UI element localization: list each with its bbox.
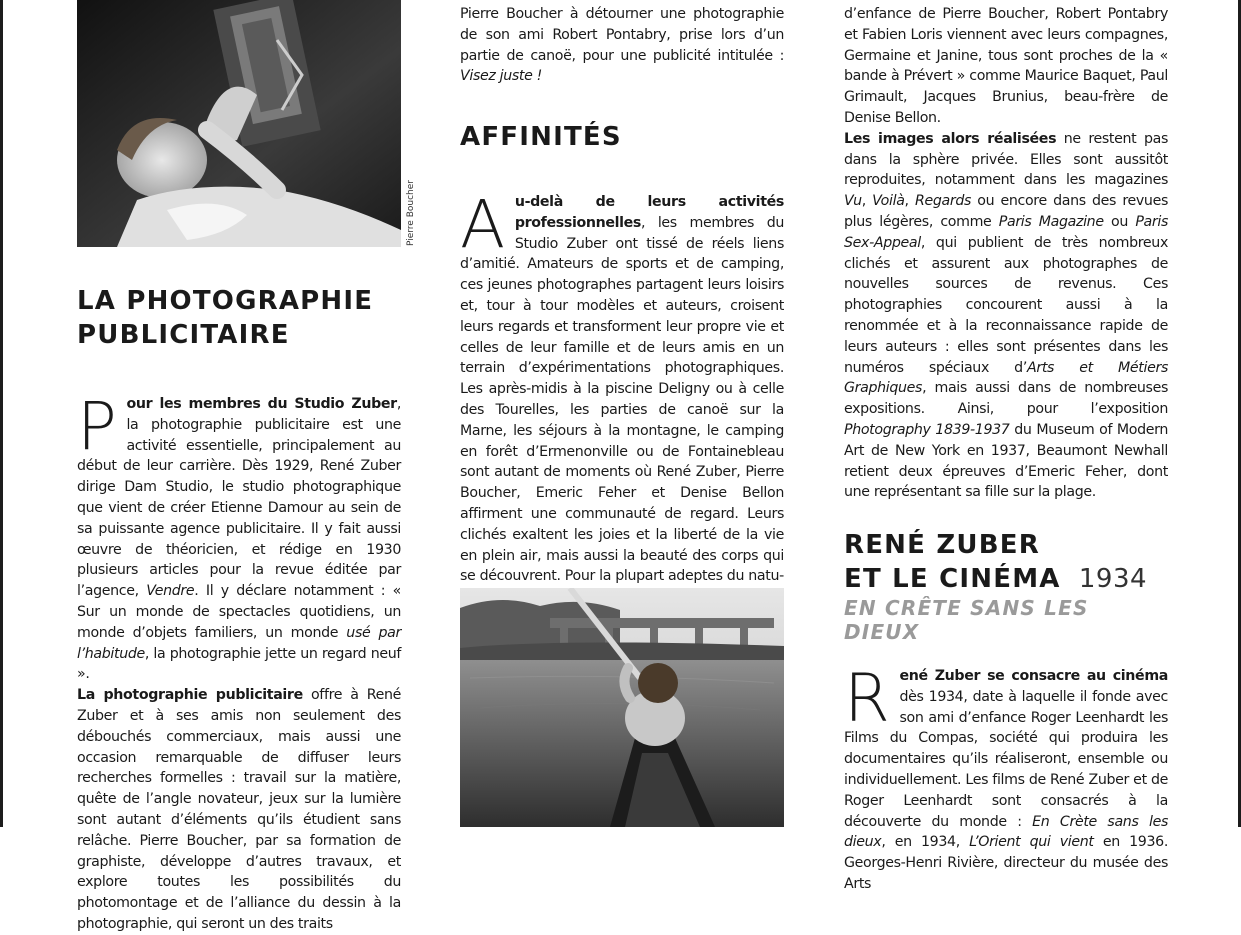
text: ou encore dans des revues plus légères, comme	[844, 193, 1168, 230]
text: , mais aussi dans de nombreuses expositions. Ainsi, pour l’exposition	[844, 380, 1168, 418]
italic-visez-juste: Visez juste !	[460, 68, 542, 85]
dropcap-r: R	[844, 660, 890, 737]
italic-orient: L’Orient qui vient	[969, 834, 1094, 851]
italic-vu: Vu	[844, 193, 862, 210]
text: , la photographie jette un regard neuf ».	[77, 645, 401, 683]
text: en 1936. Georges-Henri Rivière, directeur du musée des Arts	[844, 834, 1168, 892]
title-year: 1934	[1078, 564, 1148, 594]
text: , les membres du Studio Zuber ont tissé de réels liens d’amitié. Amateurs de sports et de camping, ces jeunes photographes partagent leurs loisirs et, tour à tour modèles et auteurs, croisent leurs regards et transforment leur propre vie et celles de leur famille et de leurs amis en un terrain d’expérimentations photographiques. Les après-midis à la piscine Deligny ou à celle des Tourelles, les parties de canoë sur la Marne, les séjours à la montagne, le camping en forêt d’Ermenonville ou de Fontainebleau sont autant de moments où René Zuber, Pierre Boucher, Emeric Feher et Denise Bellon affirment une communauté de regard. Leurs clichés exaltent les joies et la liberté de la vie en plein air, mais aussi la beauté des corps qui se découvrent. Pour la plupart adeptes du natu-	[460, 214, 784, 585]
canoe-photo	[460, 588, 784, 827]
title-line-1: LA PHOTOGRAPHIE	[77, 286, 374, 316]
text: ,	[904, 193, 915, 210]
text: , la photographie publicitaire est une activité essentielle, principalement au début de leur carrière. Dès 1929, René Zuber dirige Dam Studio, le studio photographique que vient de créer Etienne Damour au sein de sa puissante agence publicitaire. Il y fait aussi œuvre de théoricien, et rédige en 1930 plusieurs articles pour la revue éditée par l’agence,	[77, 396, 401, 600]
text: ou	[1103, 213, 1136, 230]
canoe-illustration	[460, 588, 784, 827]
paragraph-affinites	[460, 186, 784, 587]
dropcap-p: P	[77, 388, 117, 465]
text: dès 1934, date à laquelle il fonde avec son ami d’enfance Roger Leenhardt les Films du Compas, société qui produira les documentaires qu’ils réaliseront, ensemble ou individuellement. Les films de René Zuber et de Roger Leenhardt sont consacrés à la découverte du monde :	[844, 688, 1168, 830]
lead-bold: our les membres du Studio Zuber	[126, 396, 397, 412]
text: ,	[861, 193, 873, 210]
paragraph-publicitaire-1	[77, 388, 402, 685]
text: ne restent pas dans la sphère privée. Elles sont aussitôt reproduites, notamment dans les magazines	[844, 130, 1168, 189]
woman-portrait-illustration	[77, 0, 401, 247]
text: , en 1934,	[881, 834, 970, 851]
paragraph-intro-col2	[460, 4, 784, 87]
section-rene-zuber-cinema	[844, 528, 1168, 895]
subtitle-en-crete: EN CRÊTE SANS LES DIEUX	[844, 596, 1089, 644]
italic-regards: Regards	[914, 193, 972, 210]
dropcap-a: A	[460, 186, 505, 263]
section-title-affinites: AFFINITÉS	[460, 122, 622, 152]
text: . Il y déclare notamment : « Sur un monde de spectacles quotidiens, un monde d’objets familiers, un monde	[77, 583, 402, 641]
lead-bold: La photographie publicitaire	[77, 687, 303, 704]
section-affinites	[460, 120, 784, 587]
paragraph-intro-col3: d’enfance de Pierre Boucher, Robert Pontabry et Fabien Loris viennent avec leurs compagnes, Germaine et Janine, tous sont proches de la « bande à Prévert » comme Maurice Baquet, Paul Grimault, Jacques Brunius, beau-frère de Denise Bellon.	[844, 6, 1168, 126]
paragraph-publicitaire-2	[77, 685, 401, 935]
column-2-intro	[460, 4, 784, 87]
italic-quote: usé par l’habitude	[77, 624, 401, 662]
italic-arts-metiers: Arts et Métiers Graphiques	[844, 359, 1168, 397]
lead-bold: u-delà de leurs activités professionnelles	[514, 194, 784, 231]
title-line-1: RENÉ ZUBER	[844, 530, 1040, 560]
title-line-2: ET LE CINÉMA	[844, 564, 1061, 594]
lead-bold: Les images alors réalisées	[844, 130, 1057, 147]
title-line-2: PUBLICITAIRE	[77, 320, 290, 350]
italic-paris-magazine: Paris Magazine	[998, 213, 1104, 230]
italic-paris-sex-appeal: Paris Sex-Appeal	[844, 213, 1168, 251]
lead-bold: ené Zuber se consacre au cinéma	[899, 668, 1168, 684]
text: , qui publient de très nombreux clichés et assurent aux photographes de nouvelles sources de revenus. Ces photographies concourent aussi à la renommée et à la reconnaissance rapide de leurs auteurs : elles sont présentes dans les numéros spéciaux d’	[844, 234, 1168, 376]
text: Pierre Boucher à détourner une photographie de son ami Robert Pontabry, prise lors d’un partie de canoë, pour une publicité intitulée :	[460, 6, 784, 64]
column-3-text	[844, 4, 1168, 503]
left-border-line	[0, 0, 3, 827]
paragraph-cinema	[844, 660, 1168, 895]
paragraph-images-realisees	[844, 129, 1168, 503]
section-title-publicitaire	[77, 284, 401, 352]
section-photographie-publicitaire	[77, 284, 401, 935]
photo-credit: Pierre Boucher	[406, 180, 416, 246]
italic-en-crete: En Crète sans les dieux	[844, 813, 1168, 851]
woman-portrait-photo	[77, 0, 401, 247]
italic-vendre: Vendre	[146, 583, 195, 600]
italic-photography: Photography 1839-1937	[844, 421, 1010, 438]
section-title-cinema	[844, 528, 1168, 596]
text: offre à René Zuber et à ses amis non seulement des débouchés commerciaux, mais aussi une occasion remarquable de diffuser leurs recherches formelles : travail sur la matière, quête de l’angle novateur, jeux sur la lumière sont autant d’éléments qu’ils étudient sans relâche. Pierre Boucher, par sa formation de graphiste, développe d’autres travaux, et explore toutes les possibilités du photomontage et de l’alliance du dessin à la photographie, qui seront un des traits	[77, 687, 401, 932]
italic-voila: Voilà	[872, 193, 905, 210]
text: du Museum of Modern Art de New York en 1937, Beaumont Newhall retient deux épreuves d’Emeric Feher, dont une représentant sa fille sur la plage.	[844, 421, 1169, 501]
